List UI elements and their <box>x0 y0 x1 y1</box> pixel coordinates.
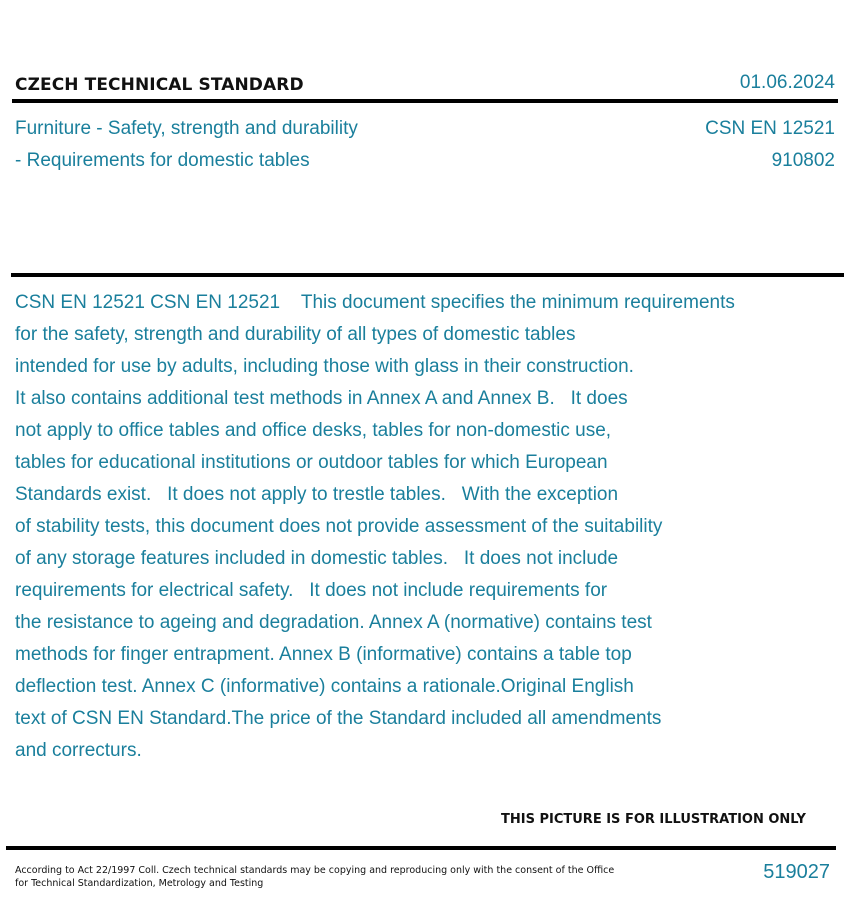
document-number: 519027 <box>763 861 830 883</box>
publication-date: 01.06.2024 <box>739 72 835 93</box>
abstract-line: intended for use by adults, including those with glass in their construction. <box>15 356 634 377</box>
abstract-line: tables for educational institutions or outdoor tables for which European <box>15 452 608 473</box>
abstract-line: text of CSN EN Standard.The price of the Standard included all amendments <box>15 708 662 729</box>
document-title-line-1: Furniture - Safety, strength and durability <box>15 118 358 139</box>
abstract-line: not apply to office tables and office desks, tables for non-domestic use, <box>15 420 612 441</box>
abstract-text <box>15 287 835 767</box>
bottom-divider <box>6 846 836 850</box>
abstract-line: CSN EN 12521 CSN EN 12521 This document specifies the minimum requirements <box>15 292 735 313</box>
abstract-line: Standards exist. It does not apply to trestle tables. With the exception <box>15 484 619 505</box>
legal-notice <box>15 864 615 890</box>
abstract-line: of stability tests, this document does not provide assessment of the suitability <box>15 516 663 537</box>
legal-notice-line-1: According to Act 22/1997 Coll. Czech technical standards may be copying and reproducing only with the consent of the Office <box>15 865 615 876</box>
abstract-line: methods for finger entrapment. Annex B (informative) contains a table top <box>15 644 632 665</box>
abstract-line: of any storage features included in domestic tables. It does not include <box>15 548 619 569</box>
standard-type-label: CZECH TECHNICAL STANDARD <box>15 75 304 95</box>
standard-code: CSN EN 12521 <box>705 118 835 139</box>
abstract-line: deflection test. Annex C (informative) contains a rationale.Original English <box>15 676 634 697</box>
abstract-line: and correcturs. <box>15 740 142 761</box>
abstract-line: It also contains additional test methods in Annex A and Annex B. It does <box>15 388 628 409</box>
abstract-line: the resistance to ageing and degradation. Annex A (normative) contains test <box>15 612 652 633</box>
top-divider <box>12 99 838 103</box>
legal-notice-line-2: for Technical Standardization, Metrology and Testing <box>15 878 264 889</box>
abstract-line: requirements for electrical safety. It does not include requirements for <box>15 580 608 601</box>
document-title-line-2: - Requirements for domestic tables <box>15 150 310 171</box>
abstract-line: for the safety, strength and durability of all types of domestic tables <box>15 324 576 345</box>
middle-divider <box>11 273 844 277</box>
classification-number: 910802 <box>771 150 835 171</box>
illustration-disclaimer: THIS PICTURE IS FOR ILLUSTRATION ONLY <box>501 812 806 827</box>
